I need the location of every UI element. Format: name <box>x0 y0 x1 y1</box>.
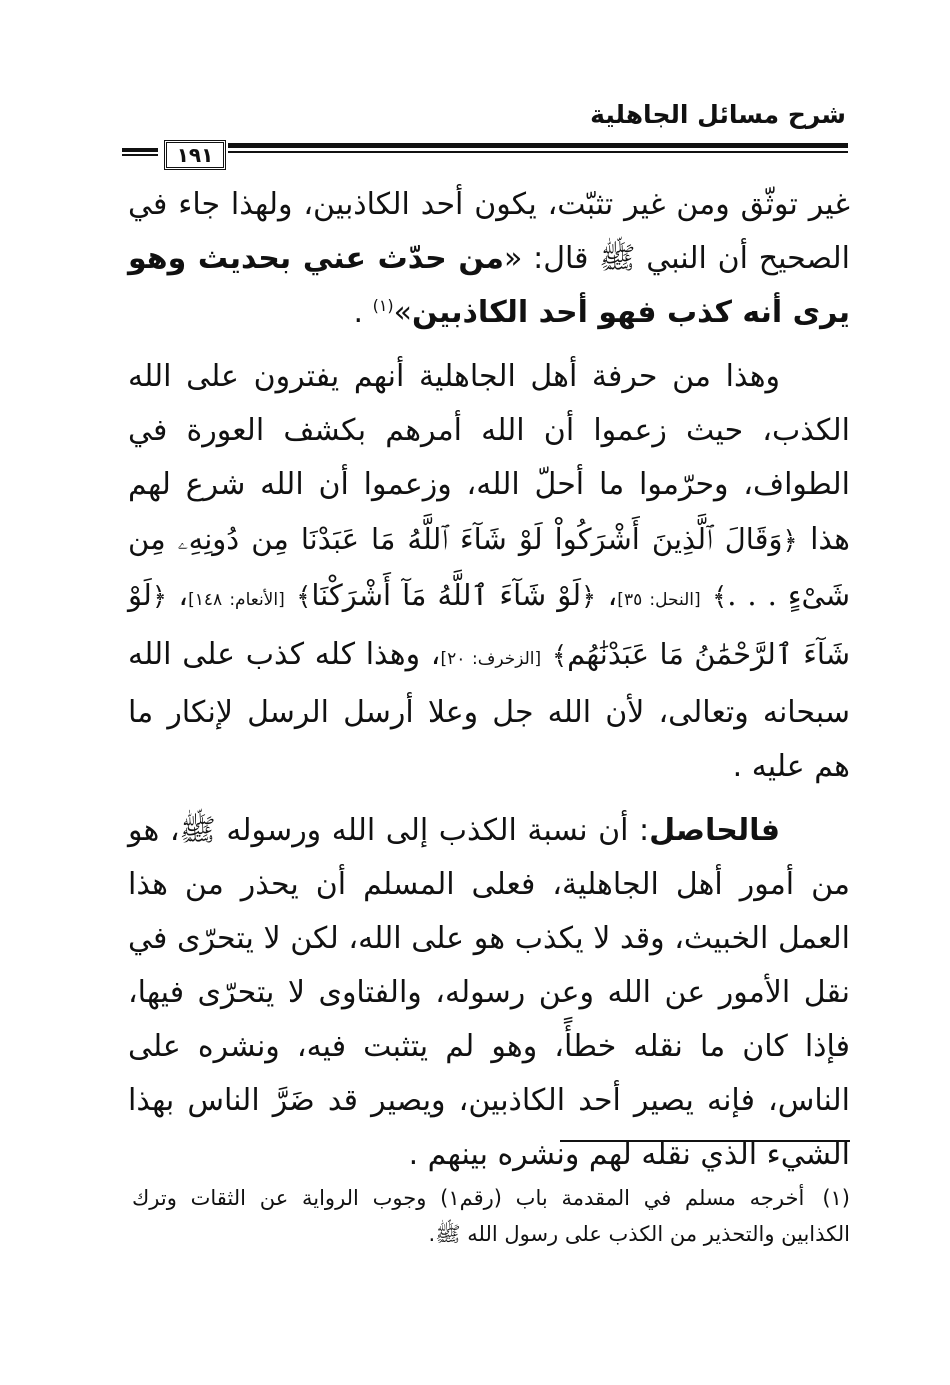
hadith-quote: من حدّث عني بحديث وهو يرى أنه كذب فهو أحد الكاذبين <box>128 241 850 330</box>
paragraph-1-text: غير توثّق ومن غير تثبّت، يكون أحد الكاذبين، ولهذا جاء في الصحيح أن النبي ﷺ قال: « <box>128 187 851 276</box>
quran-verse-2: لَوْ شَآءَ ٱللَّهُ مَآ أَشْرَكْنَا <box>311 578 582 612</box>
verse-reference-3: [الزخرف: ٢٠] <box>440 649 542 669</box>
paragraph-2-end: ، وهذا كله كذب على الله سبحانه وتعالى، لأن الله جل وعلا أرسل الرسل لإنكار ما هم عليه . <box>128 637 850 784</box>
separator: ، <box>167 578 189 613</box>
quran-bracket-close: ﴾ <box>711 582 728 612</box>
paragraph-2 <box>128 350 850 794</box>
quran-bracket-close: ﴾ <box>551 641 568 671</box>
quran-verse-1: وَقَالَ ٱلَّذِينَ أَشْرَكُواْ لَوْ شَآءَ ٱللَّهُ مَا عَبَدْنَا مِن دُونِهِۦ مِن شَىْءٍ . . . <box>128 522 850 612</box>
running-title: شرح مسائل الجاهلية <box>590 100 846 129</box>
quran-bracket-open: ﴿ <box>581 582 597 612</box>
header-rule <box>228 143 848 153</box>
footnote-separator <box>560 1140 850 1142</box>
page-number: ١٩١ <box>164 140 226 170</box>
footnote-text: أخرجه مسلم في المقدمة باب (رقم١) وجوب الرواية عن الثقات وترك الكذابين والتحذير من الكذب على رسول الله ﷺ. <box>132 1186 850 1246</box>
quran-bracket-close: ﴾ <box>296 582 312 612</box>
quran-verse-3: لَوْ شَآءَ ٱلرَّحْمَٰنُ مَا عَبَدْنَٰهُم <box>128 578 851 671</box>
paragraph-2-text: وهذا من حرفة أهل الجاهلية أنهم يفترون على الله الكذب، حيث زعموا أن الله أمرهم بكشف العورة في الطواف، وحرّموا ما أحلّ الله، وزعموا أن الله شرع لهم هذا <box>128 359 850 557</box>
verse-reference-1: [النحل: ٣٥] <box>617 590 701 610</box>
paragraph-3-text: : أن نسبة الكذب إلى الله ورسوله ﷺ، هو من أمور أهل الجاهلية، فعلى المسلم أن يحذر من هذا العمل الخبيث، وقد لا يكذب هو على الله، لكن لا يتحرّى في نقل الأمور عن الله وعن رسوله، والفتاوى لا يتحرّى فيها، فإذا كان ما نقله خطأً، وهو لم يتثبت فيه، ونشره على الناس، فإنه يصير أحد الكاذبين، ويصير قد ضَرَّ الناس بهذا الشيء الذي نقله لهم ونشره بينهم . <box>128 813 850 1172</box>
paragraph-3 <box>128 804 850 1182</box>
quran-bracket-open: ﴿ <box>782 526 798 556</box>
footnote-number: (١) <box>822 1186 850 1210</box>
header-rule-short <box>122 148 158 156</box>
body-text <box>128 178 850 1192</box>
paragraph-1-end: . <box>353 295 373 330</box>
verse-reference-2: [الأنعام: ١٤٨] <box>188 590 285 610</box>
separator: ، <box>596 578 618 613</box>
quran-bracket-open: ﴿ <box>151 582 168 612</box>
quote-close: » <box>393 295 413 330</box>
footnote <box>132 1180 850 1252</box>
paragraph-3-lead: فالحاصل <box>649 813 780 848</box>
paragraph-1 <box>128 178 850 340</box>
footnote-marker[interactable]: (١) <box>372 296 394 315</box>
